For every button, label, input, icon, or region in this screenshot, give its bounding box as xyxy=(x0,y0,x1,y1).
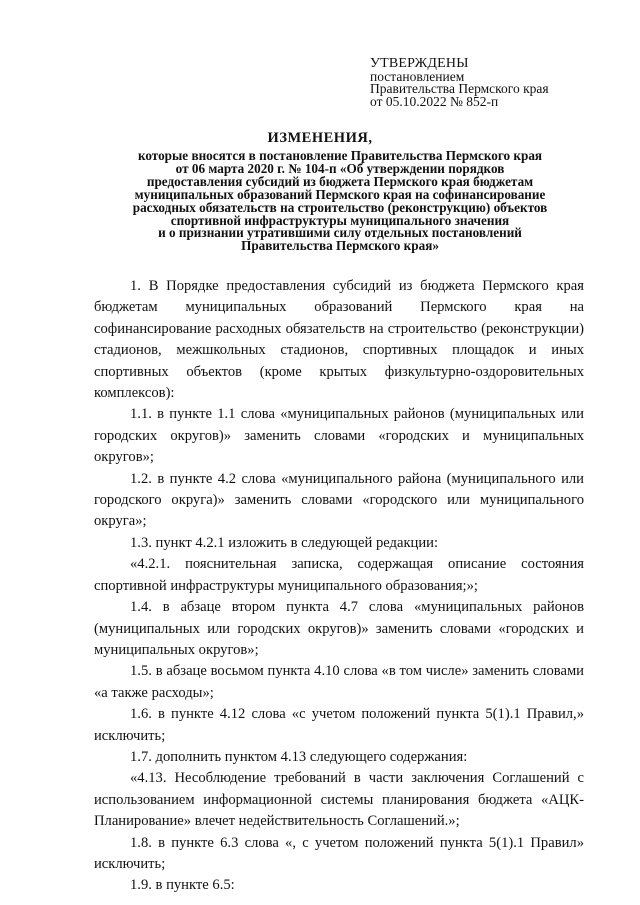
approval-stamp: УТВЕРЖДЕНЫ xyxy=(370,56,469,71)
subtitle-line: спортивной инфраструктуры муниципального значения xyxy=(170,212,510,228)
document-subtitle xyxy=(96,150,584,253)
paragraph: 1.6. в пункте 4.12 слова «с учетом положений пункта 5(1).1 Правил,» исключить; xyxy=(94,706,584,744)
subtitle-line: Правительства Пермского края» xyxy=(241,238,439,254)
approval-block xyxy=(370,58,549,108)
paragraph: 1.7. дополнить пунктом 4.13 следующего содержания: xyxy=(130,748,468,765)
subtitle-line: которые вносятся в постановление Правительства Пермского края xyxy=(137,148,543,163)
paragraph: 1.3. пункт 4.2.1 изложить в следующей редакции: xyxy=(130,534,439,551)
subtitle-line: от 06 марта 2020 г. № 104-п «Об утверждении порядков xyxy=(175,160,505,176)
document-body xyxy=(94,276,584,897)
subtitle-line: муниципальных образований Пермского края на софинансирование xyxy=(134,186,546,202)
paragraph: «4.13. Несоблюдение требований в части заключения Соглашений с использованием информационной системы планирования бюджета «АЦК-Планирование» влечет недействительность Соглашений.»; xyxy=(94,770,584,830)
subtitle-line: предоставления субсидий из бюджета Пермского края бюджетам xyxy=(146,173,534,189)
paragraph: 1.2. в пункте 4.2 слова «муниципального района (муниципального или городского округа)» заменить словами «городского или муниципального округа»; xyxy=(94,470,584,530)
approval-line: Правительства Пермского края xyxy=(370,81,549,96)
approval-line: постановлением xyxy=(370,68,465,84)
paragraph: 1. В Порядке предоставления субсидий из бюджета Пермского края бюджетам муниципальных образований Пермского края на софинансирование расходных обязательств на строительство (реконструкции) стадионов, межшкольных стадионов, спортивных площадок и иных спортивных объектов (кроме крытых физкультурно-оздоровительных комплексов): xyxy=(94,278,584,402)
subtitle-line: и о признании утратившими силу отдельных постановлений xyxy=(158,225,522,241)
paragraph: 1.9. в пункте 6.5: xyxy=(130,877,235,894)
subtitle-line: расходных обязательств на строительство (реконструкцию) объектов xyxy=(132,199,548,215)
paragraph: 1.8. в пункте 6.3 слова «, с учетом положений пункта 5(1).1 Правил» исключить; xyxy=(94,834,584,872)
approval-date: от 05.10.2022 № 852-п xyxy=(370,93,499,109)
paragraph: 1.1. в пункте 1.1 слова «муниципальных районов (муниципальных или городских округов)» заменить словами «городских и муниципальных округов»; xyxy=(94,406,584,466)
document-title: ИЗМЕНЕНИЯ, xyxy=(267,130,373,146)
paragraph: «4.2.1. пояснительная записка, содержащая описание состояния спортивной инфраструктуры муниципального образования;»; xyxy=(94,556,584,594)
paragraph: 1.5. в абзаце восьмом пункта 4.10 слова «в том числе» заменить словами «а также расходы»; xyxy=(94,663,584,701)
paragraph: 1.4. в абзаце втором пункта 4.7 слова «муниципальных районов (муниципальных или городских округов)» заменить словами «городских и муниципальных округов»; xyxy=(94,599,584,658)
